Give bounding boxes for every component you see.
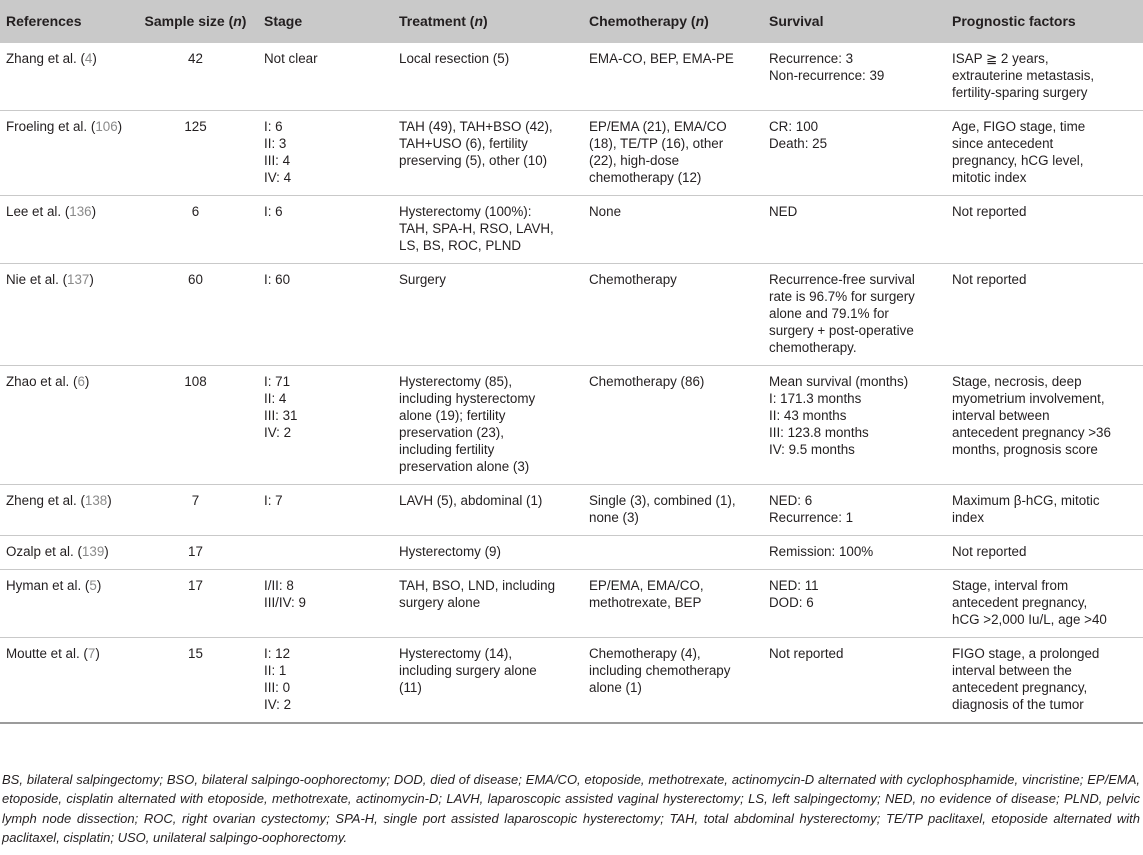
cell-stage-text: I: 7 — [264, 493, 283, 508]
table-row — [0, 366, 1143, 485]
cell-survival — [763, 264, 946, 366]
header-references: References — [6, 13, 82, 29]
cell-sample-size-text: 60 — [188, 272, 203, 287]
cell-survival — [763, 536, 946, 570]
table-row — [0, 43, 1143, 111]
table-row — [0, 536, 1143, 570]
cell-stage — [258, 43, 393, 111]
reference-citation-link[interactable]: 4 — [84, 51, 93, 66]
cell-stage-text: I: 71 II: 4 III: 31 IV: 2 — [264, 374, 298, 440]
cell-chemotherapy — [583, 111, 763, 196]
reference-author: Hyman et al. ( — [6, 578, 90, 593]
cell-treatment-text: Hysterectomy (14), including surgery alone (11) — [399, 646, 537, 695]
cell-prognostic-factors — [946, 366, 1143, 485]
cell-sample-size — [133, 536, 258, 570]
cell-sample-size — [133, 43, 258, 111]
cell-treatment-text: Hysterectomy (85), including hysterectomy alone (19); fertility preservation (23), including fertility preservation alone (3) — [399, 374, 536, 474]
cell-reference — [0, 111, 133, 196]
cell-stage — [258, 366, 393, 485]
table-header-row — [0, 0, 1143, 43]
cell-sample-size-text: 17 — [188, 544, 203, 559]
cell-stage — [258, 111, 393, 196]
reference-citation-link[interactable]: 6 — [77, 374, 85, 389]
cell-stage — [258, 536, 393, 570]
reference-close-paren: ) — [95, 646, 100, 661]
cell-treatment — [393, 536, 583, 570]
cell-survival-text: Recurrence: 3 Non-recurrence: 39 — [769, 51, 885, 83]
cell-sample-size-text: 17 — [188, 578, 203, 593]
cell-stage-text: Not clear — [264, 51, 318, 66]
cell-survival — [763, 43, 946, 111]
table-row — [0, 196, 1143, 264]
cell-chemotherapy-text: Chemotherapy (4), including chemotherapy alone (1) — [589, 646, 731, 695]
table-row — [0, 638, 1143, 724]
cell-treatment — [393, 111, 583, 196]
cell-chemotherapy-text: Chemotherapy (86) — [589, 374, 705, 389]
reference-citation-link[interactable]: 137 — [67, 272, 90, 287]
cell-prognostic-factors — [946, 43, 1143, 111]
cell-prognostic-factors — [946, 638, 1143, 724]
cell-survival — [763, 366, 946, 485]
cell-sample-size-text: 6 — [191, 204, 200, 219]
cell-prognostic-factors — [946, 536, 1143, 570]
cell-sample-size — [133, 485, 258, 536]
cell-stage-text: I: 6 II: 3 III: 4 IV: 4 — [264, 119, 292, 185]
reference-author: Zhang et al. ( — [6, 51, 85, 66]
cell-prognostic-factors — [946, 111, 1143, 196]
cell-treatment-text: Surgery — [399, 272, 446, 287]
cell-survival-text: NED — [769, 204, 798, 219]
reference-close-paren: ) — [89, 272, 94, 287]
table-row — [0, 264, 1143, 366]
cell-stage-text: I/II: 8 III/IV: 9 — [264, 578, 306, 610]
cell-reference — [0, 196, 133, 264]
reference-close-paren: ) — [96, 578, 102, 593]
cell-treatment — [393, 196, 583, 264]
cell-sample-size-text: 15 — [188, 646, 203, 661]
cell-chemotherapy-text: EMA-CO, BEP, EMA-PE — [589, 51, 734, 66]
cell-sample-size — [133, 111, 258, 196]
cell-treatment-text: Local resection (5) — [399, 51, 510, 66]
cell-stage-text: I: 6 — [264, 204, 283, 219]
cell-stage — [258, 570, 393, 638]
header-sample-size — [133, 0, 258, 43]
cell-prognostic-factors-text: Not reported — [952, 544, 1027, 559]
cell-stage-text: I: 60 — [264, 272, 291, 287]
reference-citation-link[interactable]: 106 — [95, 119, 118, 134]
cell-stage — [258, 264, 393, 366]
cell-reference — [0, 570, 133, 638]
cell-sample-size — [133, 570, 258, 638]
cell-sample-size-text: 42 — [188, 51, 203, 66]
reference-author: Moutte et al. ( — [6, 646, 88, 661]
reference-close-paren: ) — [92, 51, 97, 66]
reference-citation-link[interactable]: 5 — [89, 578, 97, 593]
cell-survival-text: Recurrence-free survival rate is 96.7% for surgery alone and 79.1% for surgery + post-operative chemotherapy. — [769, 272, 915, 355]
cell-stage — [258, 485, 393, 536]
cell-sample-size — [133, 638, 258, 724]
cell-prognostic-factors — [946, 570, 1143, 638]
cell-treatment-text: TAH, BSO, LND, including surgery alone — [399, 578, 556, 610]
reference-author: Froeling et al. ( — [6, 119, 96, 134]
cell-treatment-text: Hysterectomy (9) — [399, 544, 501, 559]
cell-sample-size-text: 7 — [191, 493, 200, 508]
reference-close-paren: ) — [117, 119, 123, 134]
cell-chemotherapy — [583, 43, 763, 111]
cell-treatment — [393, 638, 583, 724]
cell-chemotherapy — [583, 638, 763, 724]
cell-prognostic-factors — [946, 196, 1143, 264]
cell-survival-text: NED: 6 Recurrence: 1 — [769, 493, 854, 525]
cell-chemotherapy — [583, 366, 763, 485]
cell-survival — [763, 485, 946, 536]
cell-chemotherapy — [583, 196, 763, 264]
cell-survival — [763, 570, 946, 638]
cell-survival — [763, 111, 946, 196]
cell-stage — [258, 196, 393, 264]
cell-chemotherapy — [583, 570, 763, 638]
cell-chemotherapy — [583, 536, 763, 570]
cell-treatment — [393, 570, 583, 638]
cell-prognostic-factors-text: Maximum β-hCG, mitotic index — [952, 493, 1100, 525]
reference-author: Nie et al. ( — [6, 272, 68, 287]
reference-author: Zheng et al. ( — [6, 493, 85, 508]
reference-close-paren: ) — [84, 374, 90, 389]
reference-citation-link[interactable]: 7 — [87, 646, 96, 661]
cell-reference — [0, 485, 133, 536]
cell-prognostic-factors-text: ISAP ≧ 2 years, extrauterine metastasis, fertility-sparing surgery — [952, 51, 1095, 100]
cell-treatment — [393, 43, 583, 111]
reference-close-paren: ) — [91, 204, 97, 219]
cell-prognostic-factors-text: Stage, necrosis, deep myometrium involvement, interval between antecedent pregnancy >36 months, prognosis score — [952, 374, 1111, 457]
header-sample-size-label: Sample size (n) — [144, 13, 247, 29]
cell-survival-text: CR: 100 Death: 25 — [769, 119, 828, 151]
cell-chemotherapy-text: EP/EMA, EMA/CO, methotrexate, BEP — [589, 578, 704, 610]
cell-reference — [0, 264, 133, 366]
cell-sample-size-text: 125 — [184, 119, 207, 134]
reference-citation-link[interactable]: 138 — [84, 493, 108, 508]
cell-treatment — [393, 264, 583, 366]
cell-chemotherapy-text: Single (3), combined (1), none (3) — [589, 493, 736, 525]
table-row — [0, 570, 1143, 638]
cell-survival-text: Not reported — [769, 646, 844, 661]
cell-sample-size — [133, 366, 258, 485]
cell-reference — [0, 536, 133, 570]
reference-close-paren: ) — [104, 544, 109, 559]
reference-author: Lee et al. ( — [6, 204, 70, 219]
cell-prognostic-factors-text: Not reported — [952, 272, 1027, 287]
reference-author: Ozalp et al. ( — [6, 544, 82, 559]
cell-survival-text: Remission: 100% — [769, 544, 874, 559]
cell-chemotherapy-text: EP/EMA (21), EMA/CO (18), TE/TP (16), other (22), high-dose chemotherapy (12) — [589, 119, 727, 185]
cell-survival-text: Mean survival (months) I: 171.3 months II: 43 months III: 123.8 months IV: 9.5 months — [769, 374, 909, 457]
cell-treatment-text: Hysterectomy (100%): TAH, SPA-H, RSO, LAVH, LS, BS, ROC, PLND — [399, 204, 554, 253]
cell-reference — [0, 638, 133, 724]
cell-stage — [258, 638, 393, 724]
header-prognostic-factors: Prognostic factors — [952, 13, 1076, 29]
cell-stage-text: I: 12 II: 1 III: 0 IV: 2 — [264, 646, 292, 712]
cell-chemotherapy-text: None — [589, 204, 622, 219]
cell-reference — [0, 43, 133, 111]
cell-chemotherapy — [583, 264, 763, 366]
cell-chemotherapy — [583, 485, 763, 536]
cell-chemotherapy-text: Chemotherapy — [589, 272, 677, 287]
table-row — [0, 485, 1143, 536]
header-survival: Survival — [769, 13, 824, 29]
reference-author: Zhao et al. ( — [6, 374, 78, 389]
cell-treatment — [393, 485, 583, 536]
cell-prognostic-factors-text: Not reported — [952, 204, 1027, 219]
reference-citation-link[interactable]: 139 — [81, 544, 105, 559]
cell-reference — [0, 366, 133, 485]
cell-survival — [763, 638, 946, 724]
header-treatment: Treatment (n) — [399, 13, 488, 29]
cell-survival — [763, 196, 946, 264]
header-chemotherapy: Chemotherapy (n) — [589, 13, 709, 29]
cell-prognostic-factors-text: Stage, interval from antecedent pregnancy, hCG >2,000 Iu/L, age >40 — [952, 578, 1107, 627]
table-row — [0, 111, 1143, 196]
cell-sample-size-text: 108 — [184, 374, 207, 389]
cell-treatment-text: TAH (49), TAH+BSO (42), TAH+USO (6), fertility preserving (5), other (10) — [399, 119, 553, 168]
cell-sample-size — [133, 196, 258, 264]
reference-citation-link[interactable]: 136 — [69, 204, 92, 219]
reference-close-paren: ) — [107, 493, 112, 508]
cell-prognostic-factors-text: Age, FIGO stage, time since antecedent pregnancy, hCG level, mitotic index — [952, 119, 1086, 185]
cell-prognostic-factors — [946, 264, 1143, 366]
table-footnote: BS, bilateral salpingectomy; BSO, bilateral salpingo-oophorectomy; DOD, died of disease; EMA/CO, etoposide, methotrexate, actinomycin-D alternated with cyclophosphamide, vincristine; EP/EMA, etoposide, cisplatin alternated with etoposide, methotrexate, actinomycin-D; LAVH, laparoscopic assisted vaginal hysterectomy; LS, left salpingectomy; NED, no evidence of disease; PLND, pelvic lymph node dissection; ROC, right ovarian cystectomy; SPA-H, single port assisted laparoscopic hysterectomy; TAH, total abdominal hysterectomy; TE/TP paclitaxel, etoposide alternated with paclitaxel, cisplatin; USO, unilateral salpingo-oophorectomy. — [2, 772, 1140, 845]
cell-prognostic-factors — [946, 485, 1143, 536]
cell-treatment — [393, 366, 583, 485]
cell-survival-text: NED: 11 DOD: 6 — [769, 578, 819, 610]
header-stage: Stage — [264, 13, 303, 29]
cell-prognostic-factors-text: FIGO stage, a prolonged interval between the antecedent pregnancy, diagnosis of the tumor — [952, 646, 1100, 712]
cell-treatment-text: LAVH (5), abdominal (1) — [399, 493, 543, 508]
cell-sample-size — [133, 264, 258, 366]
